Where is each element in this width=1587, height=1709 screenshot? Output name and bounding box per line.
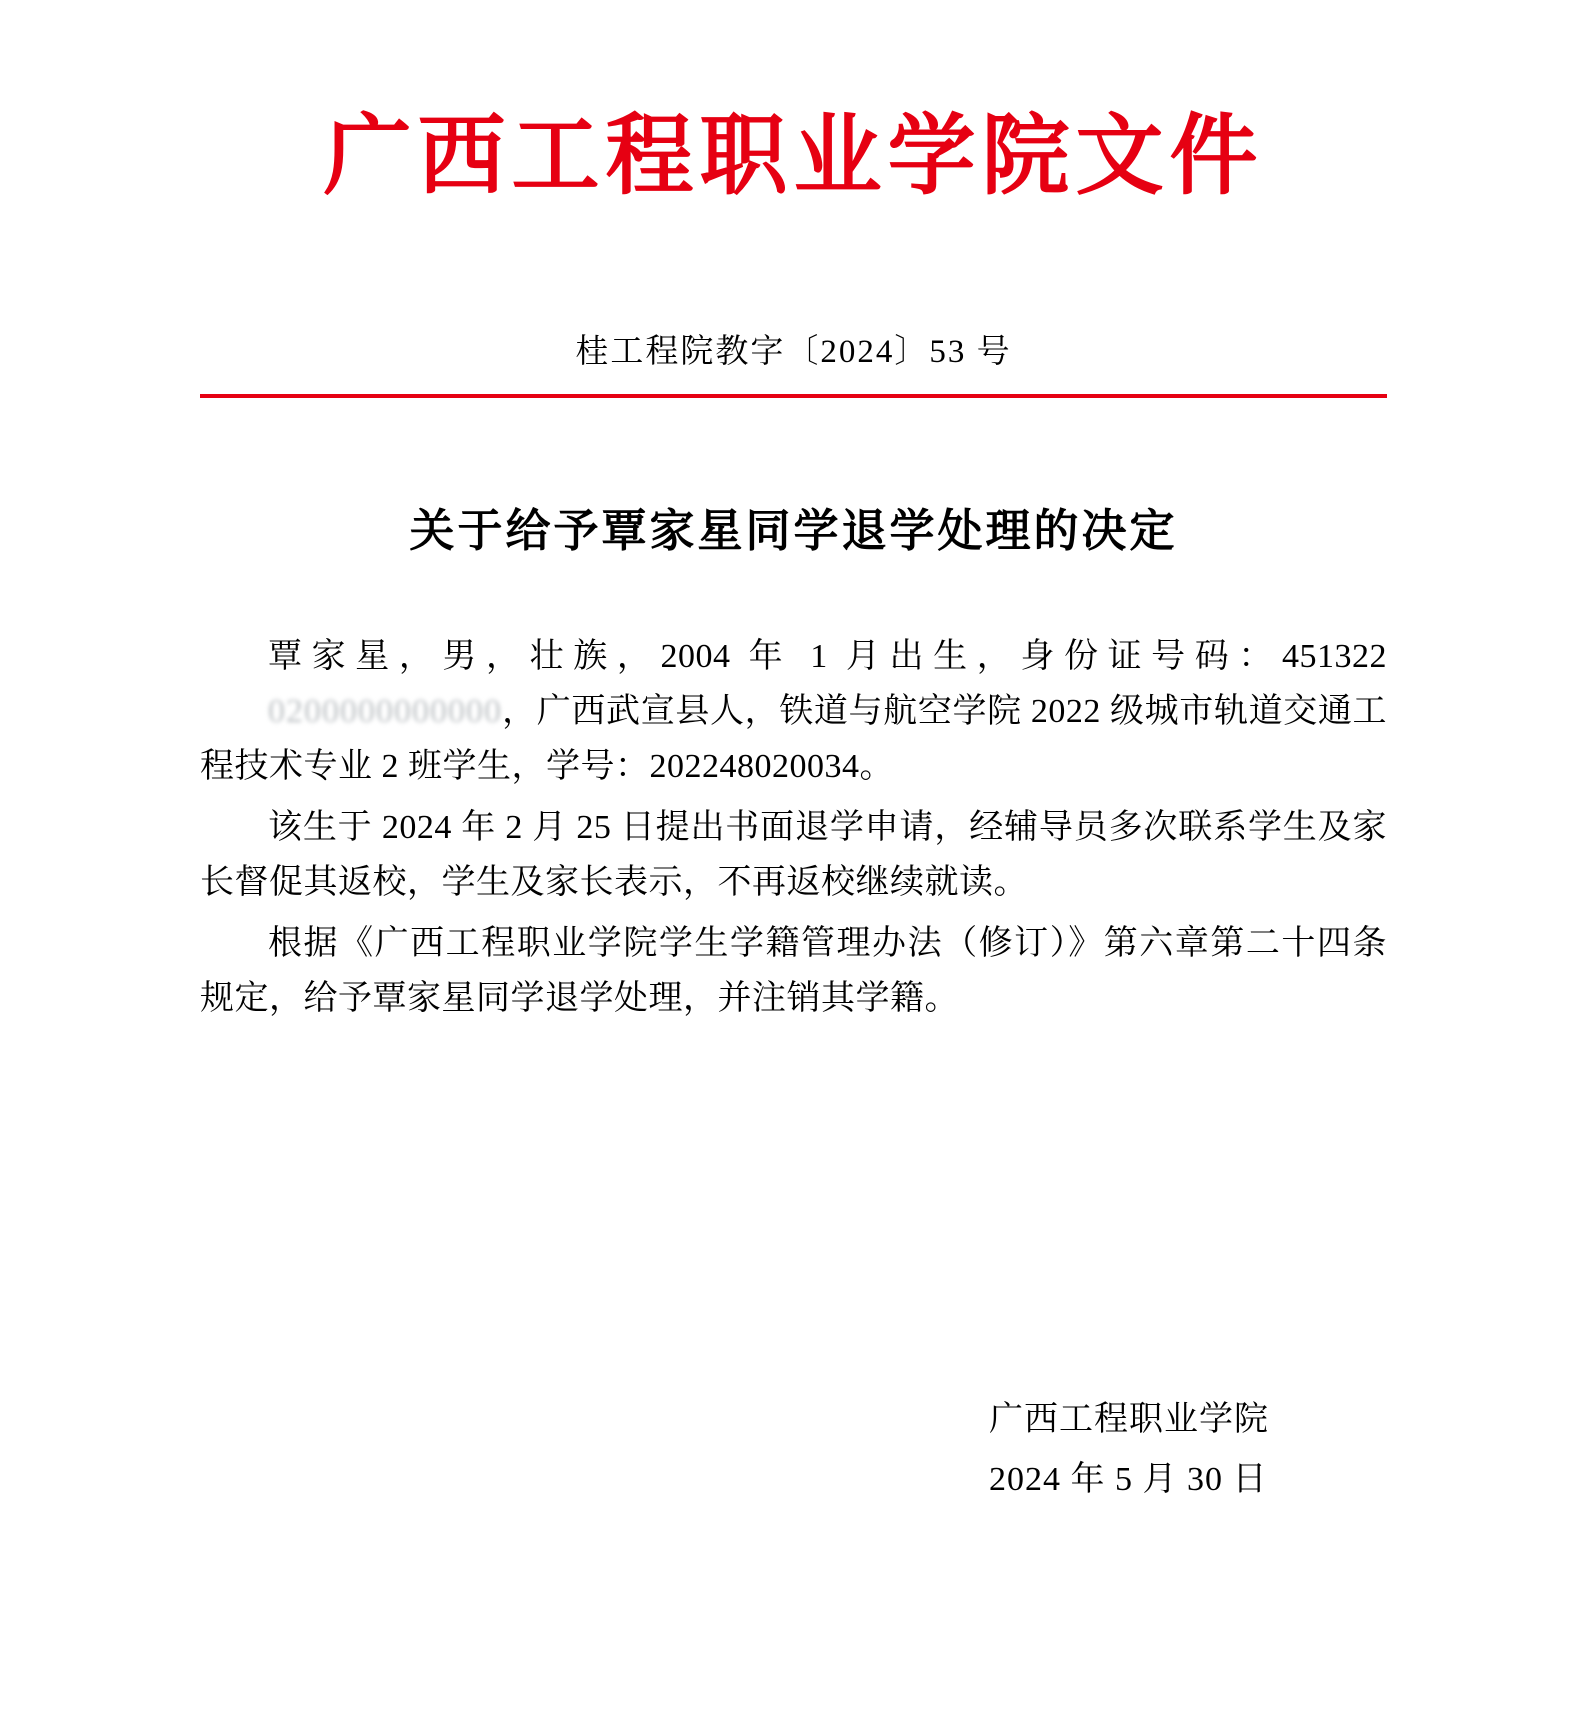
document-title: 关于给予覃家星同学退学处理的决定: [409, 505, 1178, 556]
signature-block: [989, 1390, 1269, 1509]
paragraph-1-text-after-id: ，广西武宣县人，铁道与航空学院 2022 级城市轨道交通工程技术专业 2 班学生，学号：202248020034。: [200, 692, 1387, 785]
document-number: 桂工程院教字〔2024〕53 号: [575, 333, 1012, 370]
signature-organization: 广西工程职业学院: [989, 1401, 1269, 1438]
paragraph-student-info: [200, 629, 1387, 794]
paragraph-regulation-basis: 根据《广西工程职业学院学生学籍管理办法（修订）》第六章第二十四条规定，给予覃家星同学退学处理，并注销其学籍。: [200, 925, 1387, 1018]
paragraph-1-text-before-id: 覃家星，男，壮族，2004 年 1 月出生，身份证号码：45: [268, 637, 1317, 675]
red-divider-rule: [200, 394, 1387, 398]
document-masthead-title: 广西工程职业学院文件: [323, 109, 1264, 206]
document-body: [200, 629, 1387, 1027]
id-number-redacted: 0200000000000: [268, 692, 502, 730]
signature-date: 2024 年 5 月 30 日: [989, 1460, 1268, 1498]
id-number-visible-digits: 1322: [1317, 637, 1387, 675]
paragraph-withdrawal-application: 该生于 2024 年 2 月 25 日提出书面退学申请，经辅导员多次联系学生及家长督促其返校，学生及家长表示，不再返校继续就读。: [200, 809, 1387, 902]
